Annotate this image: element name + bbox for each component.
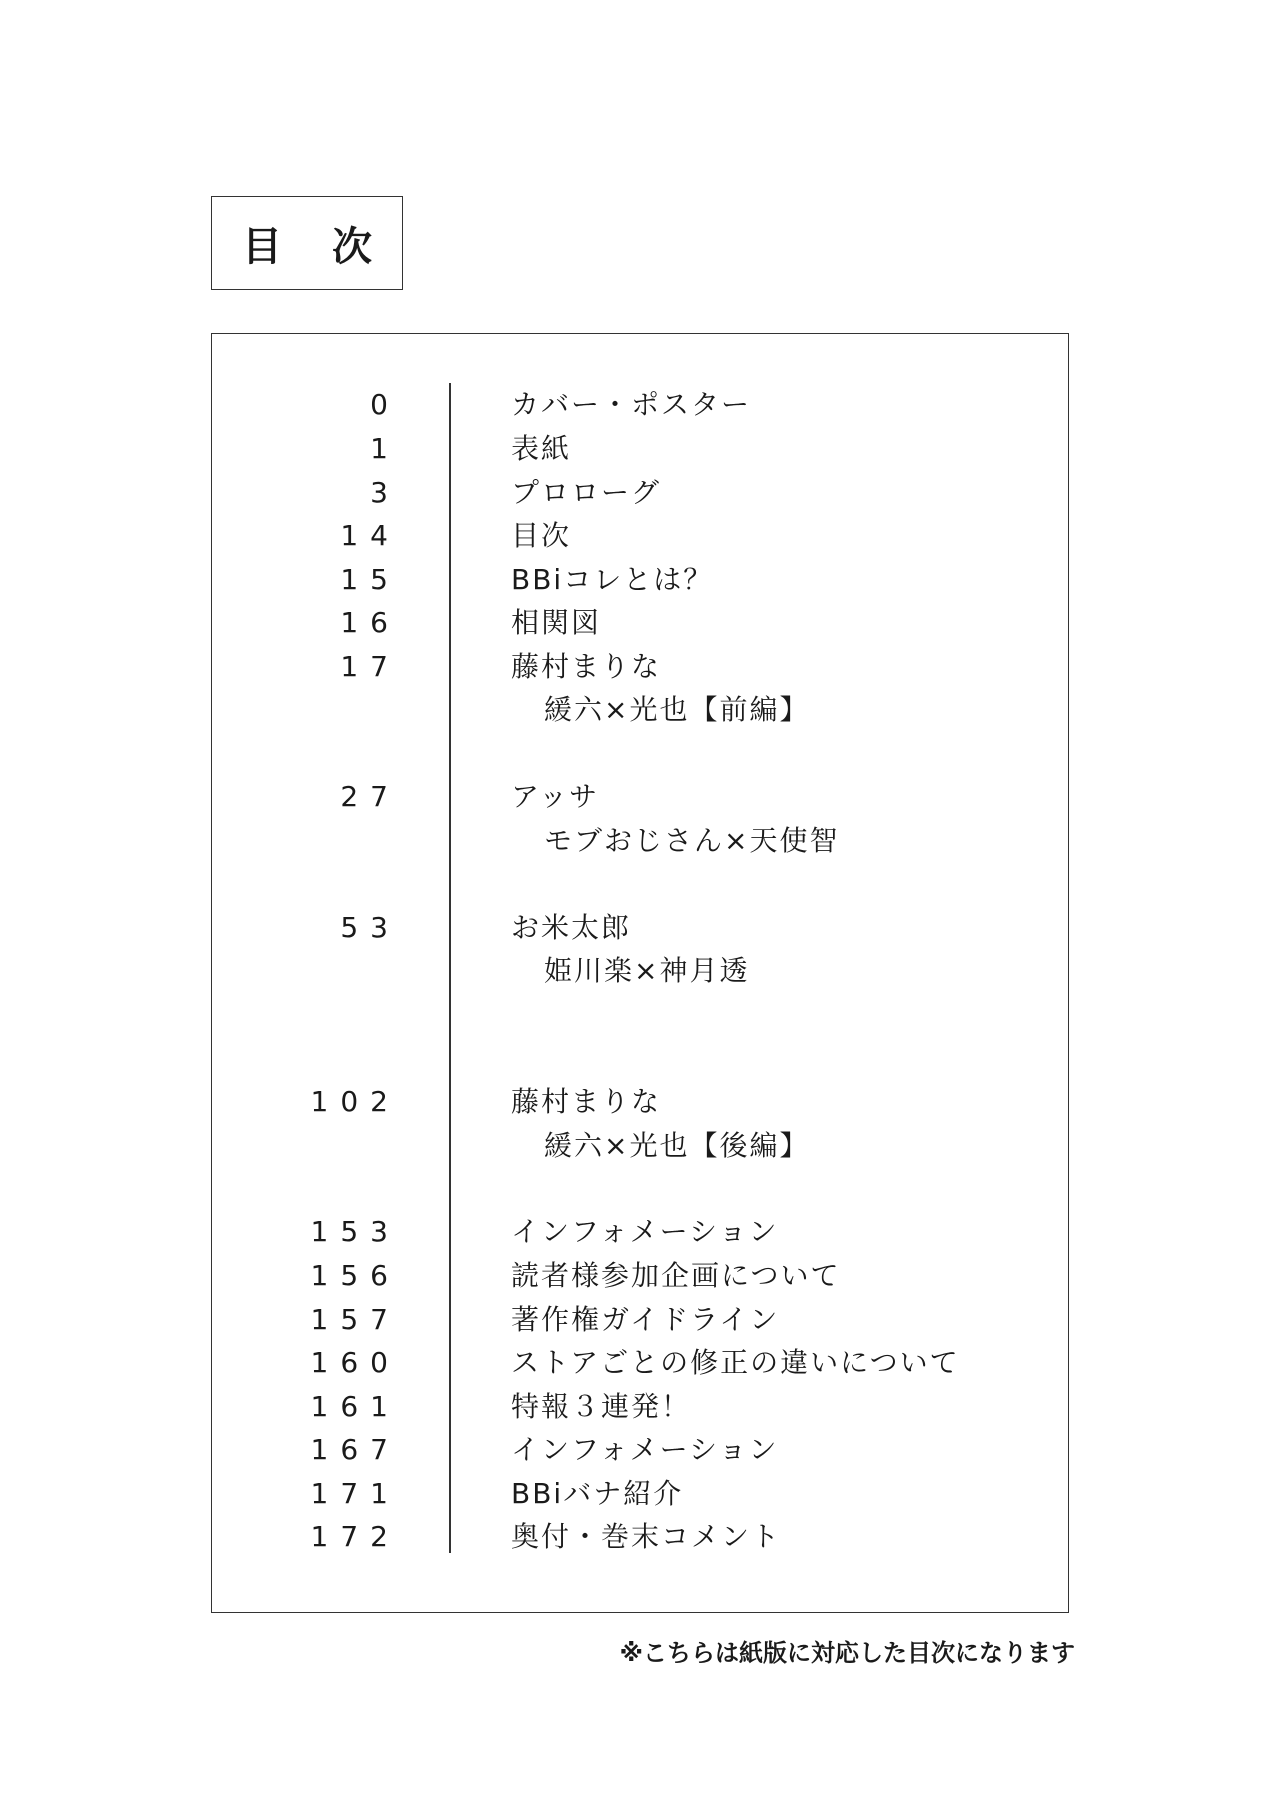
toc-page-number: 167	[310, 1433, 400, 1466]
toc-entry-title: ストアごとの修正の違いについて	[511, 1346, 960, 1379]
toc-entry-title: インフォメーション	[511, 1433, 779, 1466]
toc-page-number: 161	[310, 1390, 400, 1423]
toc-entry-title: BBiコレとは？	[511, 563, 714, 596]
toc-page-number: 172	[310, 1520, 400, 1553]
toc-page-number: 15	[340, 563, 400, 596]
toc-page-number: 157	[310, 1303, 400, 1336]
toc-entry-title: お米太郎	[511, 911, 632, 944]
toc-entry-subtitle: モブおじさん×天使智	[544, 824, 840, 857]
toc-entry-title: 目次	[511, 519, 572, 552]
toc-entry-title: 表紙	[511, 432, 572, 465]
toc-page-number: 53	[340, 911, 400, 944]
toc-page-number: 3	[370, 476, 400, 509]
toc-entry-title: 著作権ガイドライン	[511, 1303, 780, 1336]
footnote: ※こちらは紙版に対応した目次になります	[619, 1639, 1075, 1667]
toc-page-number: 1	[370, 432, 400, 465]
title-box	[211, 196, 403, 290]
toc-entry-title: インフォメーション	[511, 1215, 779, 1248]
toc-entry-title: 藤村まりな	[511, 1085, 662, 1118]
toc-entry-title: 相関図	[511, 606, 602, 639]
toc-entry-subtitle: 緩六×光也【後編】	[544, 1129, 810, 1162]
toc-entry-subtitle: 緩六×光也【前編】	[544, 693, 810, 726]
page-title: 目 次	[242, 223, 390, 270]
toc-page-number: 27	[340, 780, 400, 813]
toc-page-number: 14	[340, 519, 400, 552]
toc-entry-title: BBiバナ紹介	[511, 1477, 684, 1510]
toc-page-number: 16	[340, 606, 400, 639]
toc-entry-title: 藤村まりな	[511, 650, 662, 683]
toc-divider	[449, 383, 451, 1553]
toc-entry-title: 奥付・巻末コメント	[511, 1520, 782, 1553]
toc-entry-title: プロローグ	[511, 476, 662, 509]
toc-entry-title: 読者様参加企画について	[511, 1259, 841, 1292]
toc-entry-subtitle: 姫川楽×神月透	[544, 954, 750, 987]
toc-page-number: 153	[310, 1215, 400, 1248]
toc-entry-title: 特報３連発！	[511, 1390, 692, 1423]
toc-page-number: 160	[310, 1346, 400, 1379]
toc-page-number: 17	[340, 650, 400, 683]
toc-page-number: 156	[310, 1259, 400, 1292]
toc-entry-title: カバー・ポスター	[511, 388, 752, 421]
toc-page-number: 102	[310, 1085, 400, 1118]
toc-page-number: 0	[370, 388, 400, 421]
toc-entry-title: アッサ	[511, 780, 600, 813]
toc-page-number: 171	[310, 1477, 400, 1510]
